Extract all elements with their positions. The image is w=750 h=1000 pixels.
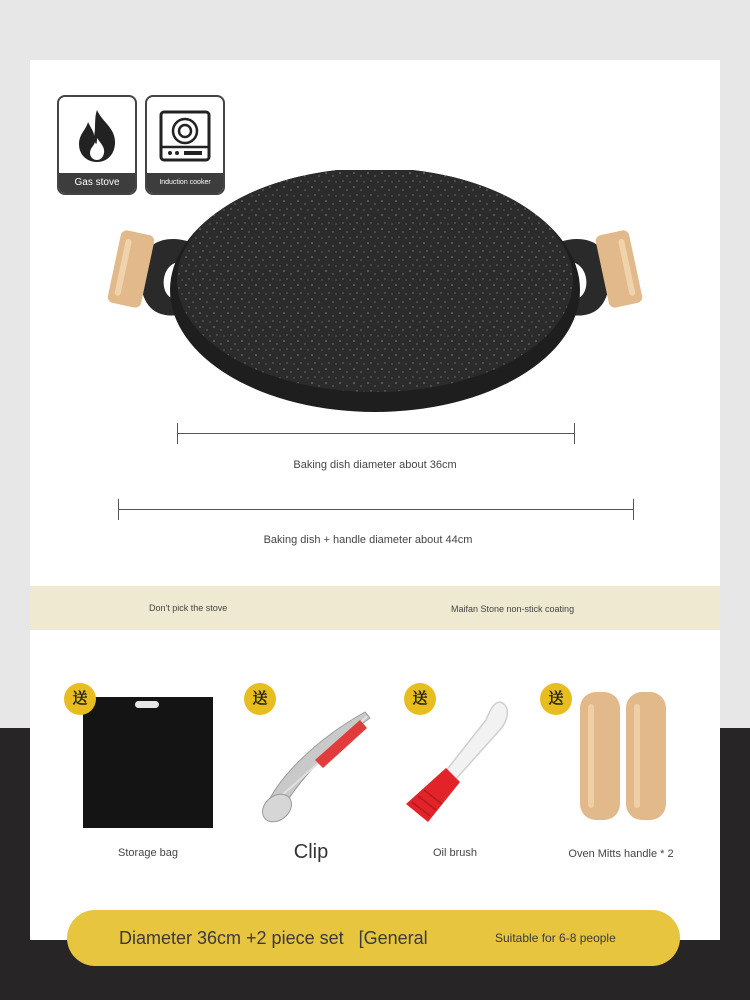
feature-coating-text: Maifan Stone non-stick coating <box>451 604 575 614</box>
induction-cooker-icon <box>147 97 223 175</box>
flame-icon <box>59 97 135 175</box>
feature-band <box>30 586 720 630</box>
gift-tag: 送 <box>244 683 276 715</box>
outer-diameter-label: Baking dish + handle diameter about 44cm <box>263 534 473 546</box>
oven-mitts-icon <box>576 690 672 822</box>
gift-label-clip: Clip <box>293 841 329 863</box>
option-main-text: Diameter 36cm +2 piece set [General <box>119 928 428 948</box>
grill-pan-image <box>100 170 650 430</box>
badge-label: Gas stove <box>59 173 135 193</box>
gift-tag: 送 <box>404 683 436 715</box>
inner-diameter-line <box>177 433 575 434</box>
gift-label-storage-bag: Storage bag <box>118 847 178 859</box>
gift-tag: 送 <box>540 683 572 715</box>
storage-bag-icon <box>83 697 213 828</box>
gift-tag: 送 <box>64 683 96 715</box>
gift-label-oil-brush: Oil brush <box>432 847 478 859</box>
product-option-selector[interactable] <box>67 910 680 966</box>
inner-diameter-label: Baking dish diameter about 36cm <box>293 459 457 471</box>
badge-label: Induction cooker <box>147 173 223 193</box>
oil-brush-icon <box>400 698 515 828</box>
clip-icon <box>255 700 380 830</box>
feature-stove-text: Don't pick the stove <box>149 603 228 613</box>
outer-diameter-line <box>118 509 634 510</box>
option-capacity-text: Suitable for 6-8 people <box>495 931 616 945</box>
gift-label-oven-mitts: Oven Mitts handle * 2 <box>568 848 674 860</box>
